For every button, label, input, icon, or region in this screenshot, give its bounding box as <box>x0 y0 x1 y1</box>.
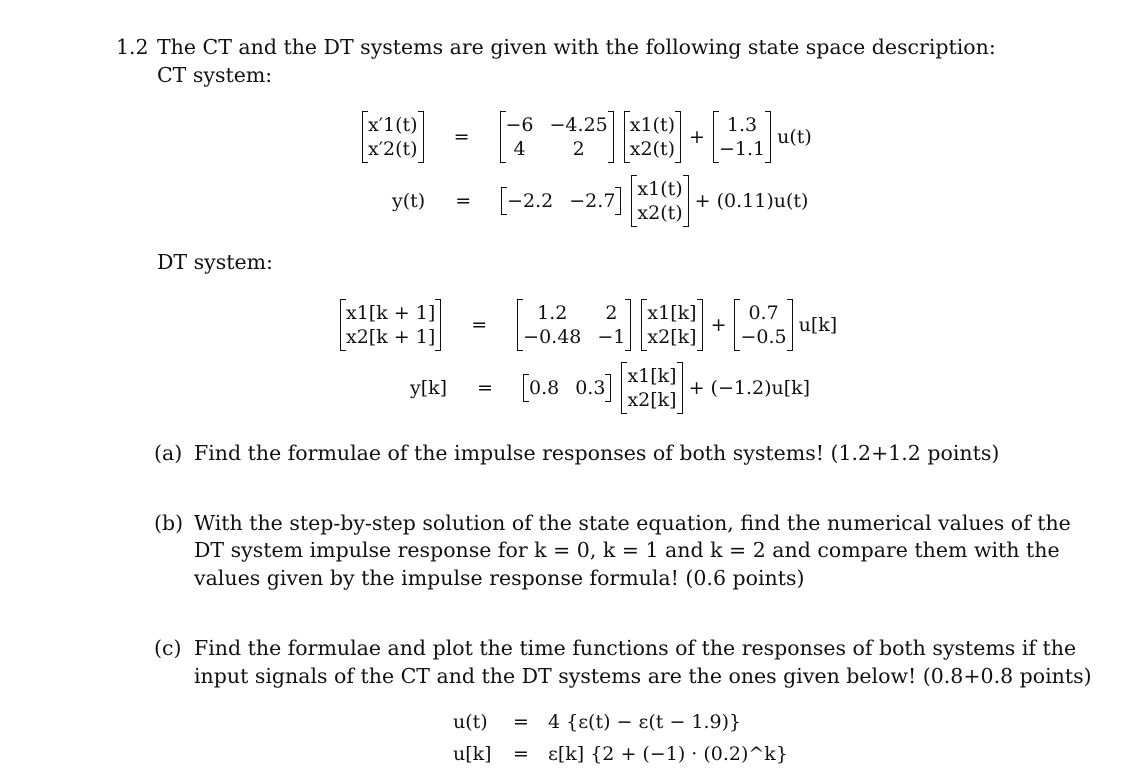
plus-sign: + <box>710 314 727 336</box>
part-b-line-3: values given by the impulse response formula! (0.6 points) <box>194 566 805 590</box>
ct-B-2: −1.1 <box>718 138 766 160</box>
ct-heading: CT system: <box>157 63 273 87</box>
dt-state-equation <box>340 299 837 351</box>
dt-x2-1: x1[k] <box>627 365 677 387</box>
ct-x2-1: x1(t) <box>637 178 683 200</box>
equals-sign: = <box>513 743 529 765</box>
problem-intro: The CT and the DT systems are given with the following state space description: <box>157 35 996 59</box>
equals-sign: = <box>455 190 472 212</box>
dt-B-2: −0.5 <box>740 326 787 348</box>
dt-A-matrix <box>517 299 631 351</box>
ct-B-vector <box>713 111 771 163</box>
equals-sign: = <box>513 711 529 733</box>
dt-output-lhs: y[k] <box>410 377 448 399</box>
ct-C-2: −2.7 <box>569 190 616 212</box>
dt-x-vector-2 <box>621 362 682 414</box>
ct-output-lhs: y(t) <box>392 190 426 212</box>
dt-lhs-2: x2[k + 1] <box>346 326 436 348</box>
equals-sign: = <box>477 377 493 399</box>
dt-A-12: 2 <box>605 302 618 324</box>
ct-x-vector-2 <box>631 175 688 227</box>
ct-x-2: x2(t) <box>629 138 676 160</box>
part-a-text: Find the formulae of the impulse responses of both systems! (1.2+1.2 points) <box>194 441 1000 465</box>
ct-x-1: x1(t) <box>629 114 676 136</box>
dt-B-1: 0.7 <box>748 302 779 324</box>
ct-lhs-1: x′1(t) <box>368 114 418 136</box>
dt-A-11: 1.2 <box>537 302 568 324</box>
part-a-label: (a) <box>154 441 183 465</box>
dt-B-vector <box>734 299 792 351</box>
dt-output-equation <box>410 362 810 414</box>
equals-sign: = <box>453 126 470 148</box>
dt-lhs-1: x1[k + 1] <box>346 302 436 324</box>
dt-C-1: 0.8 <box>529 377 560 399</box>
dt-heading: DT system: <box>157 250 273 274</box>
dt-x-2: x2[k] <box>647 326 697 348</box>
dt-A-22: −1 <box>597 326 626 348</box>
part-b-line-2: DT system impulse response for k = 0, k = 1 and k = 2 and compare them with the <box>194 538 1060 562</box>
dt-input-lhs: u[k] <box>453 743 492 765</box>
ct-output-equation <box>392 175 808 227</box>
part-c-line-2: input signals of the CT and the DT systems are the ones given below! (0.8+0.8 points) <box>194 664 1092 688</box>
dt-C-matrix <box>523 374 611 402</box>
ct-lhs-vector <box>362 111 424 163</box>
plus-sign: + <box>689 126 705 148</box>
ct-A-11: −6 <box>505 114 534 136</box>
ct-input: u(t) <box>777 126 812 148</box>
part-b-line-1: With the step-by-step solution of the state equation, find the numerical values of the <box>194 511 1071 535</box>
dt-D-term: + (−1.2)u[k] <box>688 377 811 399</box>
dt-input: u[k] <box>798 314 838 336</box>
ct-A-matrix <box>500 111 614 163</box>
dt-x-vector <box>641 299 702 351</box>
dt-x2-2: x2[k] <box>627 389 677 411</box>
ct-C-matrix <box>501 187 621 215</box>
ct-C-1: −2.2 <box>507 190 554 212</box>
dt-C-2: 0.3 <box>575 377 606 399</box>
ct-input-lhs: u(t) <box>453 711 488 733</box>
ct-input-rhs: 4 {ε(t) − ε(t − 1.9)} <box>548 711 742 733</box>
ct-A-22: 2 <box>572 138 585 160</box>
ct-A-21: 4 <box>513 138 526 160</box>
dt-input-rhs: ε[k] {2 + (−1) · (0.2)^k} <box>548 743 788 765</box>
dt-lhs-vector <box>340 299 441 351</box>
dt-A-21: −0.48 <box>523 326 582 348</box>
ct-D-term: + (0.11)u(t) <box>694 190 809 212</box>
part-c-line-1: Find the formulae and plot the time functions of the responses of both systems if the <box>194 636 1077 660</box>
problem-number: 1.2 <box>116 35 149 59</box>
ct-x2-2: x2(t) <box>637 202 683 224</box>
dt-x-1: x1[k] <box>647 302 697 324</box>
ct-state-equation <box>362 111 812 163</box>
ct-x-vector <box>624 111 681 163</box>
part-c-label: (c) <box>154 636 182 660</box>
equals-sign: = <box>471 314 488 336</box>
ct-A-12: −4.25 <box>549 114 608 136</box>
part-b-label: (b) <box>154 511 184 535</box>
ct-lhs-2: x′2(t) <box>368 138 418 160</box>
ct-B-1: 1.3 <box>726 114 758 136</box>
